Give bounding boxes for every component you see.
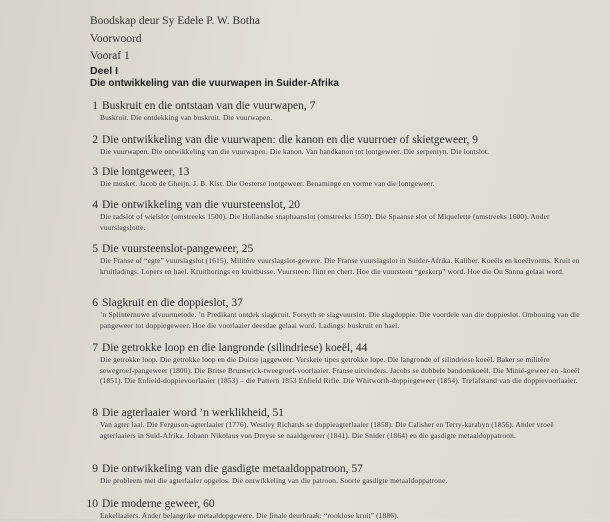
chapter-subtopics: Die vuurwapen. Die ontwikkeling van die vuurwapen. Die kanon. Van handkanon tot lontgeweer. Die serpentyn. Die lontslot.	[100, 147, 490, 156]
chapter-heading	[88, 133, 478, 147]
chapter-title: Die ontwikkeling van die vuurwapen: die kanon en die vuurroer of skietgeweer, 9	[102, 134, 479, 146]
chapter-number: 2	[92, 134, 98, 146]
chapter-heading	[88, 296, 243, 310]
chapter-title: Slagkruit en die doppieslot, 37	[102, 297, 243, 309]
chapter-heading	[88, 165, 189, 179]
front-matter-item: Vooraf 1	[90, 50, 130, 62]
chapter-title: Die lontgeweer, 13	[102, 166, 190, 178]
chapter-number: 1	[92, 100, 98, 112]
chapter-title: Die getrokke loop en die langronde (silindriese) koeël, 44	[102, 342, 368, 354]
chapter-heading	[88, 198, 300, 212]
chapter-title: Die moderne geweer, 60	[102, 498, 215, 510]
chapter-subtopics: Enkellaaiers. Ander belangrike metaaldopgewere. Die finale deurbraak: “rooklose kruit” (1886).	[100, 511, 399, 520]
chapter-number: 8	[92, 407, 98, 419]
chapter-number: 9	[92, 463, 98, 475]
chapter-heading	[88, 99, 315, 113]
chapter-subtopics: Van agter laai. Die Ferguson-agterlaaier (1776). Westley Richards se doppieagterlaaier (1858). Die Calisher en Terry-karabyn (1856). Ander vroeë agterlaaiers in Suid-Afrika. Johann Nikolaus von Dreyse se naaldgeweer (1841). Die Snider (1864) en die gasdigte metaaldoppatroon.	[100, 420, 554, 440]
chapter-subtopics: Die getrokke loop. Die getrokke loop en die Duitse jaggeweer. Verskeie tipes getrokke lope. Die langronde of silindriese koeël. Baker se militêre sewegroef-pangeweer (1800). Die Britse Brunswick-tweegroef-voorlaaier. Franse uitvinders. Jacobs se dubbele bandomkoeël. Die Minié-geweer en -koeël (1851). Die Enfield-doppievoorlaaier (1853) – die Pattern 1853 Enfield Rifle. Die Whitworth-doppiegeweer (1854). Trefafstand van die doppievoorlaaier.	[100, 355, 580, 386]
chapter-title: Die agterlaaier word ’n werklikheid, 51	[102, 407, 285, 419]
chapter-title: Buskruit en die ontstaan van die vuurwapen, 7	[102, 100, 316, 112]
chapter-heading	[88, 406, 284, 420]
chapter-subtopics: Buskruit. Die ontdekking van buskruit. Die vuurwapen.	[100, 113, 273, 122]
chapter-number: 3	[92, 166, 98, 178]
chapter-number: 7	[92, 342, 98, 354]
chapter-heading	[88, 462, 363, 476]
chapter-subtopics: Die probleem met die agterlaaier opgelos. Die ontwikkeling van die patroon. Soorte gasdigte metaaldoppatrone.	[100, 476, 448, 485]
chapter-number: 6	[92, 297, 98, 309]
front-matter	[90, 13, 590, 66]
part-label: Deel I	[90, 65, 119, 77]
front-matter-item: Boodskap deur Sy Edele P. W. Botha	[90, 15, 260, 27]
chapter-subtopics: ’n Splinternuwe afvuurmetode. ’n Predikant ontdek slagkruit. Forsyth se slagvuurslot. Die slagdoppie. Die voordele van die doppieslot. Ombouing van die pangeweer tot doppiegeweer. Hoe die voorlaaier deesdae gelaai word. Ladings: buskruit en hael.	[100, 310, 580, 330]
chapter-title: Die vuursteenslot-pangeweer, 25	[102, 243, 254, 255]
chapter-heading	[88, 341, 367, 355]
chapter-title: Die ontwikkeling van die gasdigte metaaldoppatroon, 57	[102, 463, 363, 475]
chapter-subtopics: Die musket. Jacob de Gheijn. J. B. Kist. Die Oosterse lontgeweer. Benaminge en vorme van die lontgeweer.	[100, 179, 435, 188]
chapter-subtopics: Die Franse of “egte” vuurslagslot (1615). Militêre vuurslagslot-gewere. Die Franse vuurslagslot in Suider-Afrika. Kaliber. Koeëls en koeëlvorms. Kruit en kruitladings. Lopers en hael. Kruithorings en kruitbusse. Vuursteen: flint en chert. Hoe die vuursteen “geskerp” word. Hoe die Ou Sanna gelaai word.	[100, 256, 580, 276]
chapter-heading	[88, 497, 215, 511]
chapter-number: 4	[92, 199, 98, 211]
front-matter-item: Voorwoord	[90, 32, 142, 45]
chapter-title: Die ontwikkeling van die vuursteenslot, 20	[102, 199, 301, 211]
part-heading	[90, 65, 590, 90]
chapter-heading	[88, 242, 253, 256]
chapter-number: 10	[86, 498, 98, 510]
chapter-subtopics: Die radslot of wielslot (omstreeks 1500). Die Hollandse snaphaanslot (omstreeks 1550). Die Spaanse slot of Miquelette (omstreeks 1600). Ander vuurslagslotte.	[100, 212, 550, 232]
chapter-number: 5	[92, 243, 98, 255]
part-title: Die ontwikkeling van die vuurwapen in Suider-Afrika	[90, 77, 339, 89]
